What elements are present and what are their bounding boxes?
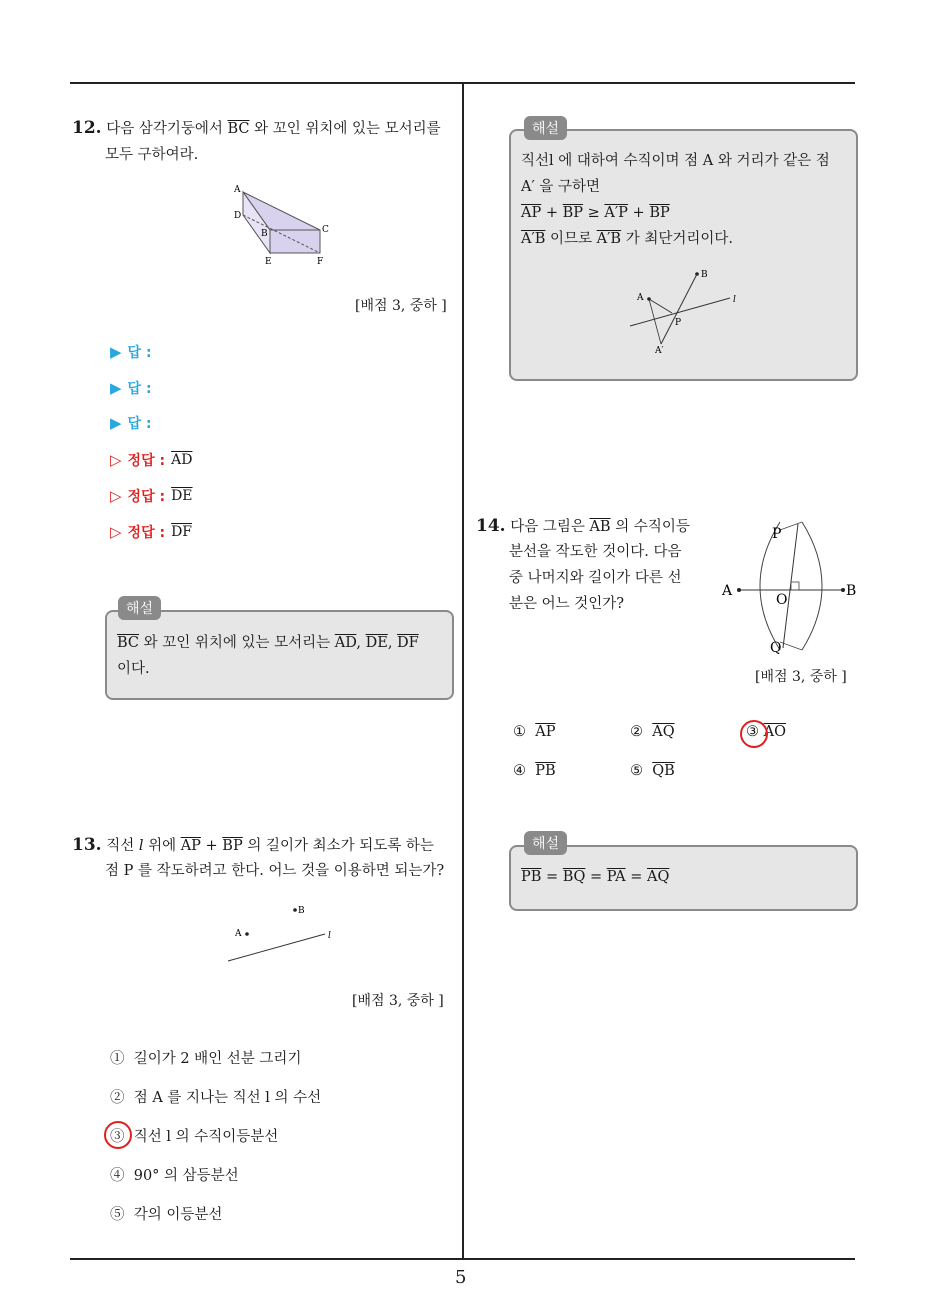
q13-choice[interactable]: ① 길이가 2 배인 선분 그리기 — [110, 1051, 302, 1067]
q14-choice[interactable]: ① $\overline{AP}$ — [513, 724, 556, 740]
q14-score: [배점 3, 중하 ] — [755, 669, 847, 685]
bottom-rule — [70, 1258, 855, 1260]
q12-label: C — [322, 225, 329, 235]
play-icon: ▶ — [110, 414, 122, 432]
q13-explanation-tag: 해설 — [524, 116, 567, 140]
q13-expl-label: A — [637, 293, 644, 303]
q13-choice[interactable]: ③ 직선 l 의 수직이등분선 — [110, 1129, 279, 1145]
q12-score: [배점 3, 중하 ] — [355, 298, 447, 314]
q12-label: E — [265, 257, 272, 265]
outline-triangle-icon: ▷ — [110, 451, 122, 469]
q13-line1: 13. 직선 l 위에 $\overline{AP} + \overline{BP}$ 의 길이가 최소가 되도록 하는 — [72, 835, 434, 855]
q13-choice[interactable]: ⑤ 각의 이등분선 — [110, 1207, 223, 1223]
q14-line2: 분선을 작도한 것이다. 다음 — [509, 544, 682, 560]
play-icon: ▶ — [110, 343, 122, 361]
q13-expl-label: l — [733, 295, 736, 305]
q13-label: l — [328, 931, 331, 941]
q14-explanation-line1: $\overline{PB} = \overline{BQ} = \overline{PA} = \overline{AQ}$ — [521, 869, 670, 885]
q13-expl-label: B — [701, 270, 708, 280]
q14-choice[interactable]: ② $\overline{AQ}$ — [630, 724, 675, 740]
q13-explanation-figure — [625, 266, 745, 358]
q14-label: O — [776, 592, 788, 608]
q13-label: A — [235, 929, 242, 939]
q12-answer-blank[interactable]: ▶ 답 : — [110, 414, 152, 432]
q13-label: B — [298, 906, 305, 916]
q14-selected-mark — [740, 720, 768, 748]
q14-line3: 중 나머지와 길이가 다른 선 — [509, 570, 682, 586]
q13-number: 13. — [72, 835, 102, 855]
q12-line1: 12. 다음 삼각기둥에서 $\overline{BC}$ 와 꼬인 위치에 있는 모서리를 — [72, 118, 441, 138]
q13-choice[interactable]: ④ 90° 의 삼등분선 — [110, 1168, 239, 1184]
q14-choice[interactable]: ③ $\overline{AO}$ — [746, 724, 786, 740]
q14-line1: 14. 다음 그림은 $\overline{AB}$ 의 수직이등 — [476, 516, 690, 536]
q12-prism-figure — [225, 180, 340, 265]
q12-explanation-line1: $\overline{BC}$ 와 꼬인 위치에 있는 모서리는 $\overline{AD}$, $\overline{DE}$, $\overline{DF}$ — [117, 635, 419, 651]
q12-label: D — [234, 211, 242, 221]
q13-score: [배점 3, 중하 ] — [352, 993, 444, 1009]
q12-line2: 모두 구하여라. — [105, 147, 199, 163]
q13-explanation-line1: 직선l 에 대하여 수직이며 점 A 와 거리가 같은 점 — [521, 153, 830, 169]
q13-explanation-line4: A′B 이므로 A′B 가 최단거리이다. — [521, 231, 733, 247]
column-divider — [462, 82, 464, 1259]
q12-correct-answer: ▷ 정답 : $\overline{DF}$ — [110, 523, 193, 541]
q14-choice[interactable]: ⑤ $\overline{QB}$ — [630, 763, 675, 779]
q14-label: P — [772, 526, 782, 542]
page-number: 5 — [455, 1267, 467, 1288]
play-icon: ▶ — [110, 379, 122, 397]
q14-explanation-tag: 해설 — [524, 831, 567, 855]
q13-expl-label: A′ — [655, 346, 664, 356]
q12-explanation-line2: 이다. — [117, 661, 150, 677]
q13-choice[interactable]: ② 점 A 를 지나는 직선 l 의 수선 — [110, 1090, 322, 1106]
q12-correct-answer: ▷ 정답 : $\overline{AD}$ — [110, 451, 193, 469]
q12-answer-blank[interactable]: ▶ 답 : — [110, 379, 152, 397]
q12-number: 12. — [72, 118, 102, 138]
q14-line4: 분은 어느 것인가? — [509, 596, 625, 612]
q14-bisector-figure — [720, 520, 860, 655]
q14-label: Q — [770, 640, 782, 655]
outline-triangle-icon: ▷ — [110, 523, 122, 541]
q14-label: B — [846, 583, 857, 599]
q13-explanation-line3: $\overline{AP} + \overline{BP} \ge A'P + \overline{BP}$ — [521, 205, 670, 221]
q12-label: B — [261, 229, 268, 239]
q12-label: A — [234, 185, 241, 195]
q13-selected-mark — [104, 1121, 132, 1149]
q13-explanation-line2: A′ 을 구하면 — [521, 179, 601, 195]
outline-triangle-icon: ▷ — [110, 487, 122, 505]
q13-line2: 점 P 를 작도하려고 한다. 어느 것을 이용하면 되는가? — [105, 863, 445, 879]
q12-answer-blank[interactable]: ▶ 답 : — [110, 343, 152, 361]
q12-label: F — [317, 257, 324, 265]
q12-explanation-tag: 해설 — [118, 596, 161, 620]
q14-number: 14. — [476, 516, 506, 536]
q13-figure — [225, 898, 340, 966]
q13-expl-label: P — [675, 318, 682, 328]
q14-label: A — [722, 583, 733, 599]
q14-choice[interactable]: ④ $\overline{PB}$ — [513, 763, 556, 779]
q12-correct-answer: ▷ 정답 : $\overline{DE}$ — [110, 487, 193, 505]
